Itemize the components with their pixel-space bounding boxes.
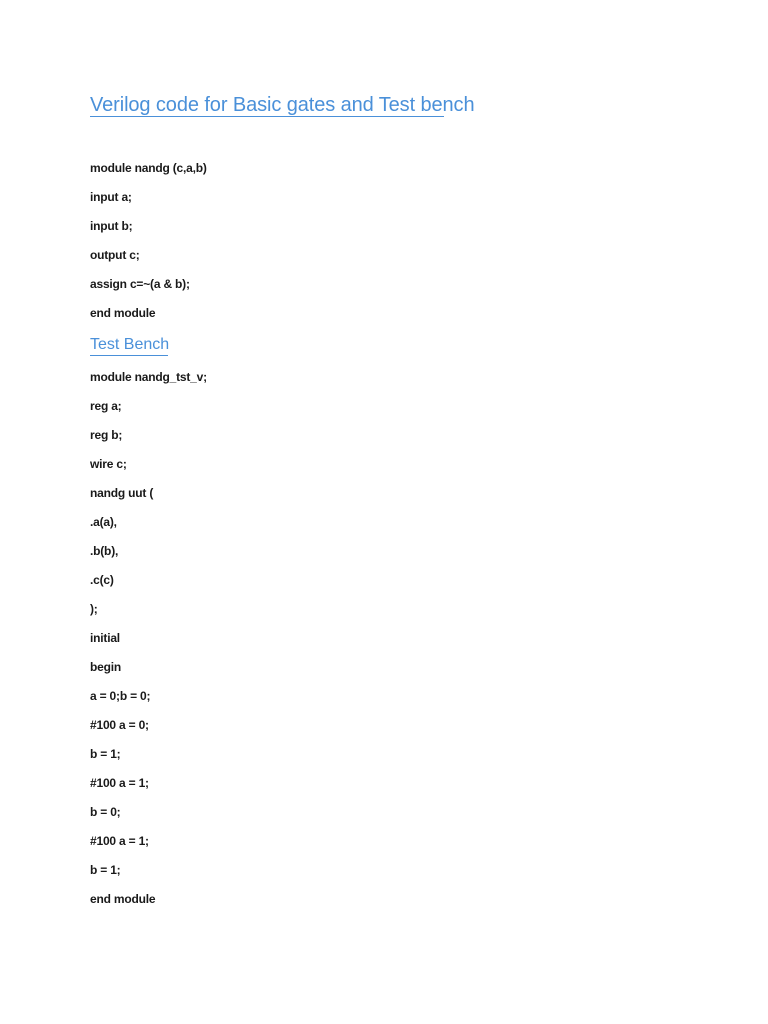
testbench-heading: Test Bench <box>90 336 170 353</box>
code-line: b = 1; <box>90 747 121 761</box>
code-line: end module <box>90 306 156 320</box>
code-line: input a; <box>90 190 132 204</box>
code-line: output c; <box>90 248 140 262</box>
code-line: wire c; <box>90 457 127 471</box>
code-line: a = 0;b = 0; <box>90 689 151 703</box>
code-line: .b(b), <box>90 544 119 558</box>
code-line: nandg uut ( <box>90 486 154 500</box>
code-line: reg b; <box>90 428 123 442</box>
code-line: assign c=~(a & b); <box>90 277 190 291</box>
code-line: #100 a = 1; <box>90 776 149 790</box>
code-line: #100 a = 0; <box>90 718 149 732</box>
code-line: b = 1; <box>90 863 121 877</box>
code-line: .a(a), <box>90 515 117 529</box>
code-line: end module <box>90 892 156 906</box>
code-line: reg a; <box>90 399 122 413</box>
code-line: b = 0; <box>90 805 121 819</box>
code-line: begin <box>90 660 121 674</box>
testbench-heading-underline <box>90 355 168 356</box>
code-line: .c(c) <box>90 573 114 587</box>
code-line: ); <box>90 602 98 616</box>
code-line: module nandg_tst_v; <box>90 370 207 384</box>
code-line: module nandg (c,a,b) <box>90 161 207 175</box>
title-underline <box>90 116 444 117</box>
document-title: Verilog code for Basic gates and Test bench <box>90 94 475 116</box>
code-line: initial <box>90 631 120 645</box>
code-line: #100 a = 1; <box>90 834 149 848</box>
code-line: input b; <box>90 219 133 233</box>
